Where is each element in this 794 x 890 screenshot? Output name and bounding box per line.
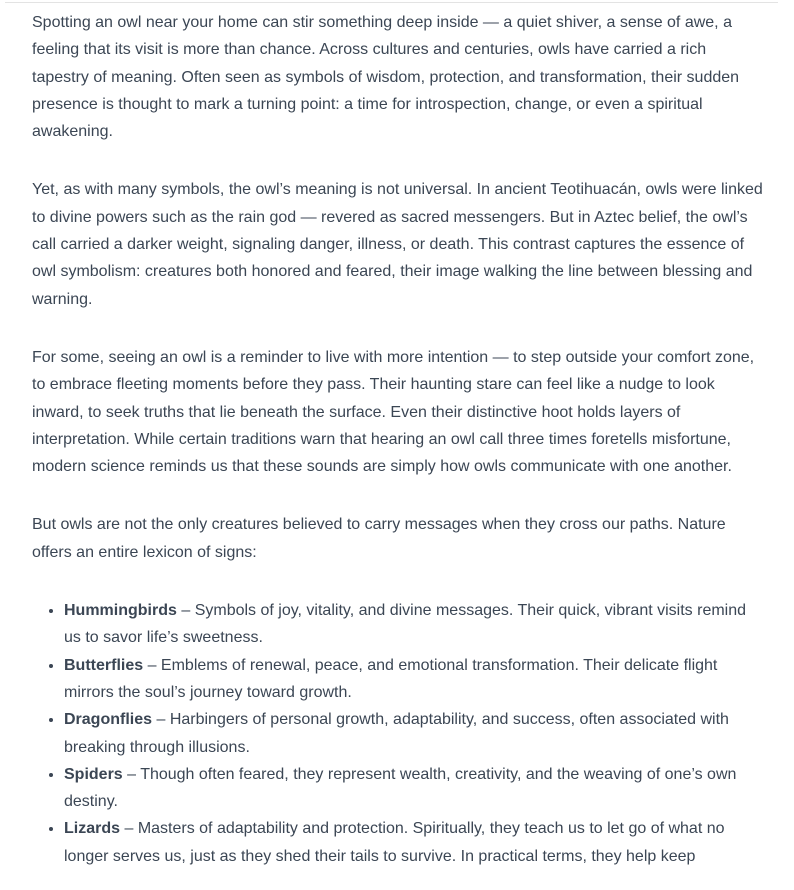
animal-signs-list bbox=[32, 597, 762, 870]
list-separator: – bbox=[120, 820, 138, 838]
list-term-dragonflies: Dragonflies bbox=[64, 711, 153, 729]
list-item-spiders bbox=[64, 761, 762, 816]
list-separator: – bbox=[143, 656, 161, 674]
list-description-spiders: Though often feared, they represent wealth, creativity, and the weaving of one’s own destiny. bbox=[64, 765, 737, 811]
paragraph-other-creatures-lead: But owls are not the only creatures believed to carry messages when they cross our paths. Nature offers an entire lexicon of signs: bbox=[32, 516, 726, 561]
list-term-hummingbirds: Hummingbirds bbox=[64, 602, 177, 620]
paragraph-owl-interpretation: For some, seeing an owl is a reminder to live with more intention — to step outside your comfort zone, to embrace fleeting moments before they pass. Their haunting stare can feel like a nudge to look inward, to seek truths that lie beneath the surface. Even their distinctive hoot holds layers of interpretation. While certain traditions warn that hearing an owl call three times foretells misfortune, modern science reminds us that these sounds are simply how owls communicate with one another. bbox=[32, 348, 755, 476]
list-description-lizards: Masters of adaptability and protection. Spiritually, they teach us to let go of what no longer serves us, just as they shed their tails to survive. In practical terms, they help keep bbox=[64, 820, 725, 865]
list-term-butterflies: Butterflies bbox=[64, 656, 144, 674]
list-item-lizards bbox=[64, 815, 762, 870]
list-description-butterflies: Emblems of renewal, peace, and emotional transformation. Their delicate flight mirrors the soul’s journey toward growth. bbox=[64, 656, 718, 701]
list-item-dragonflies bbox=[64, 706, 762, 761]
list-item-butterflies bbox=[64, 652, 762, 707]
list-term-spiders: Spiders bbox=[64, 765, 123, 783]
paragraph-owl-cultures: Yet, as with many symbols, the owl’s meaning is not universal. In ancient Teotihuacán, owls were linked to divine powers such as the rain god — revered as sacred messengers. But in Aztec belief, the owl’s call carried a darker weight, signaling danger, illness, or death. This contrast captures the essence of owl symbolism: creatures both honored and feared, their image walking the line between blessing and warning. bbox=[32, 181, 763, 308]
paragraph-owl-intro: Spotting an owl near your home can stir something deep inside — a quiet shiver, a sense of awe, a feeling that its visit is more than chance. Across cultures and centuries, owls have carried a rich tapestry of meaning. Often seen as symbols of wisdom, protection, and transformation, their sudden presence is thought to mark a turning point: a time for introspection, change, or even a spiritual awakening. bbox=[32, 14, 740, 141]
list-term-lizards: Lizards bbox=[64, 820, 121, 838]
list-item-hummingbirds bbox=[64, 597, 762, 652]
list-description-dragonflies: Harbingers of personal growth, adaptability, and success, often associated with breaking through illusions. bbox=[64, 711, 729, 756]
list-separator: – bbox=[152, 711, 170, 729]
list-separator: – bbox=[176, 602, 195, 620]
list-separator: – bbox=[122, 765, 141, 783]
list-description-hummingbirds: Symbols of joy, vitality, and divine messages. Their quick, vibrant visits remind us to savor life’s sweetness. bbox=[64, 602, 747, 647]
